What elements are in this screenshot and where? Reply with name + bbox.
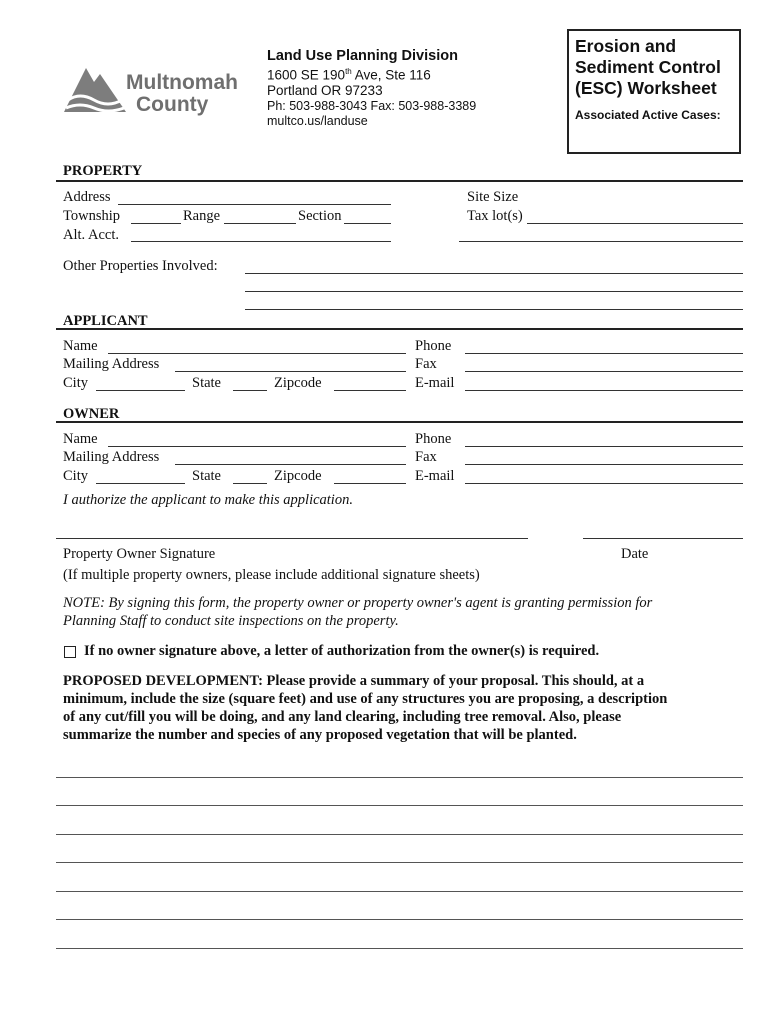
owner-mailing-label: Mailing Address [63,449,160,465]
mountain-logo-icon [64,62,126,118]
owner-phone-label: Phone [415,431,452,447]
site-size-label: Site Size [467,189,519,205]
property-divider [56,180,743,182]
applicant-fax-field[interactable] [465,371,743,372]
owner-fax-field[interactable] [465,464,743,465]
other-properties-field-1[interactable] [245,273,743,274]
applicant-mailing-label: Mailing Address [63,356,160,372]
owner-zipcode-field[interactable] [334,483,406,484]
owner-signature-label: Property Owner Signature [63,546,216,562]
owner-state-label: State [192,468,221,484]
proposed-instructions-line2: minimum, include the size (square feet) and use of any structures you are proposing, a description [63,691,668,707]
tax-lots-field-2[interactable] [459,241,743,242]
owner-section-title: OWNER [63,406,120,422]
associated-cases-label: Associated Active Cases: [575,108,721,122]
applicant-name-label: Name [63,338,98,354]
applicant-state-label: State [192,375,221,391]
proposal-write-line-1[interactable] [56,777,743,778]
applicant-city-label: City [63,375,88,391]
logo-text-line1: Multnomah [126,71,238,94]
proposed-instructions-line1: PROPOSED DEVELOPMENT: Please provide a summary of your proposal. This should, at a [63,673,645,689]
division-city: Portland OR 97233 [267,83,383,98]
address-rest: Ave, Ste 116 [351,67,431,83]
owner-divider [56,421,743,423]
owner-name-label: Name [63,431,98,447]
division-title: Land Use Planning Division [267,48,458,64]
proposal-write-line-5[interactable] [56,891,743,892]
township-label: Township [63,208,120,224]
proposed-instructions-line4: summarize the number and species of any proposed vegetation that will be planted. [63,727,577,743]
owner-state-field[interactable] [233,483,267,484]
alt-acct-label: Alt. Acct. [63,227,119,243]
signature-date-field[interactable] [583,538,743,539]
other-properties-field-3[interactable] [245,309,743,310]
section-label: Section [298,208,342,224]
other-properties-field-2[interactable] [245,291,743,292]
owner-city-field[interactable] [96,483,185,484]
owner-fax-label: Fax [415,449,437,465]
date-label: Date [621,546,649,562]
proposal-write-line-7[interactable] [56,948,743,949]
address-label: Address [63,189,111,205]
county-logo [64,62,244,122]
authorize-statement: I authorize the applicant to make this application. [63,492,353,508]
applicant-name-field[interactable] [108,353,406,354]
worksheet-title-box [567,29,741,154]
township-field[interactable] [131,223,181,224]
range-field[interactable] [224,223,296,224]
authorization-letter-checkbox[interactable] [64,646,76,658]
title-line2: Sediment Control [575,57,721,77]
owner-email-label: E-mail [415,468,455,484]
section-field[interactable] [344,223,391,224]
applicant-email-field[interactable] [465,390,743,391]
proposal-write-line-4[interactable] [56,862,743,863]
title-line3: (ESC) Worksheet [575,78,717,98]
proposal-write-line-3[interactable] [56,834,743,835]
authorization-letter-label: If no owner signature above, a letter of authorization from the owner(s) is required. [84,643,600,659]
proposal-write-line-6[interactable] [56,919,743,920]
applicant-phone-label: Phone [415,338,452,354]
division-phone: Ph: 503-988-3043 Fax: 503-988-3389 [267,99,477,113]
owner-mailing-field[interactable] [175,464,406,465]
owner-zipcode-label: Zipcode [274,468,322,484]
tax-lots-field[interactable] [527,223,743,224]
tax-lots-label: Tax lot(s) [467,208,523,224]
applicant-city-field[interactable] [96,390,185,391]
property-section-title: PROPERTY [63,163,143,179]
applicant-zipcode-label: Zipcode [274,375,322,391]
title-line1: Erosion and [575,36,677,56]
applicant-mailing-field[interactable] [175,371,406,372]
address-field[interactable] [118,204,391,205]
division-address [267,67,431,83]
applicant-fax-label: Fax [415,356,437,372]
applicant-state-field[interactable] [233,390,267,391]
range-label: Range [183,208,221,224]
applicant-zipcode-field[interactable] [334,390,406,391]
applicant-email-label: E-mail [415,375,455,391]
multiple-owners-note: (If multiple property owners, please include additional signature sheets) [63,567,480,583]
owner-signature-field[interactable] [56,538,528,539]
owner-city-label: City [63,468,88,484]
address-number: 1600 SE 190 [267,67,346,83]
inspection-note-line1: NOTE: By signing this form, the property owner or property owner's agent is granting permission for [63,595,653,611]
applicant-divider [56,328,743,330]
other-properties-label: Other Properties Involved: [63,258,218,274]
owner-phone-field[interactable] [465,446,743,447]
proposed-instructions-line3: of any cut/fill you will be doing, and any land clearing, including tree removal. Also, please [63,709,622,725]
logo-text-line2: County [136,93,209,116]
alt-acct-field[interactable] [131,241,391,242]
proposal-write-line-2[interactable] [56,805,743,806]
address-sup: th [345,67,352,76]
division-website[interactable]: multco.us/landuse [267,114,368,128]
applicant-section-title: APPLICANT [63,313,148,329]
owner-name-field[interactable] [108,446,406,447]
applicant-phone-field[interactable] [465,353,743,354]
owner-email-field[interactable] [465,483,743,484]
inspection-note-line2: Planning Staff to conduct site inspections on the property. [63,613,399,629]
